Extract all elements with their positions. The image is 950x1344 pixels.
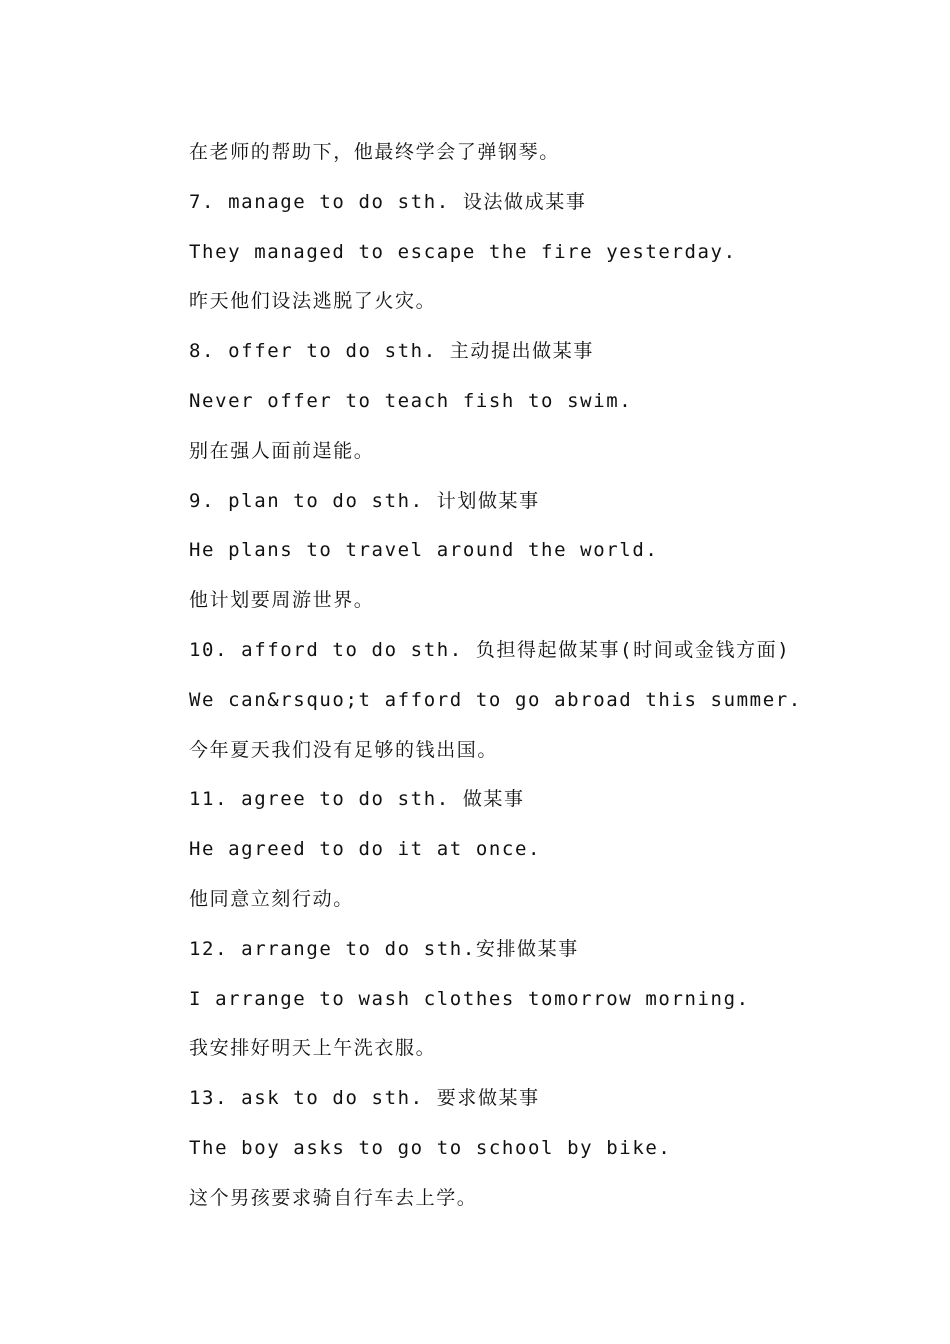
phrase-heading-7: 7. manage to do sth. 设法做成某事 xyxy=(189,190,587,213)
phrase-heading-12: 12. arrange to do sth.安排做某事 xyxy=(189,937,579,960)
english-example-line: We can&rsquo;t afford to go abroad this summer. xyxy=(189,688,802,711)
phrase-heading-11: 11. agree to do sth. 做某事 xyxy=(189,788,525,811)
chinese-translation-line: 这个男孩要求骑自行车去上学。 xyxy=(189,1186,478,1209)
chinese-translation-line: 他同意立刻行动。 xyxy=(189,887,354,910)
chinese-translation-line: 别在强人面前逞能。 xyxy=(189,439,375,462)
english-example-line: He agreed to do it at once. xyxy=(189,838,542,861)
phrase-heading-13: 13. ask to do sth. 要求做某事 xyxy=(189,1087,540,1110)
document-body xyxy=(189,134,889,1230)
chinese-sentence-line: 在老师的帮助下，他最终学会了弹钢琴。 xyxy=(189,141,560,163)
english-example-line: The boy asks to go to school by bike. xyxy=(189,1136,672,1159)
english-example-line: I arrange to wash clothes tomorrow morning. xyxy=(189,987,750,1010)
phrase-heading-10: 10. afford to do sth. 负担得起做某事(时间或金钱方面) xyxy=(189,638,791,661)
chinese-translation-line: 我安排好明天上午洗衣服。 xyxy=(189,1037,437,1060)
phrase-heading-9: 9. plan to do sth. 计划做某事 xyxy=(189,489,540,512)
english-example-line: Never offer to teach fish to swim. xyxy=(189,389,633,412)
english-example-line: They managed to escape the fire yesterday. xyxy=(189,240,737,263)
chinese-translation-line: 昨天他们设法逃脱了火灾。 xyxy=(189,290,437,313)
chinese-translation-line: 今年夏天我们没有足够的钱出国。 xyxy=(189,738,499,761)
english-example-line: He plans to travel around the world. xyxy=(189,539,659,562)
chinese-translation-line: 他计划要周游世界。 xyxy=(189,589,375,612)
phrase-heading-8: 8. offer to do sth. 主动提出做某事 xyxy=(189,340,594,363)
